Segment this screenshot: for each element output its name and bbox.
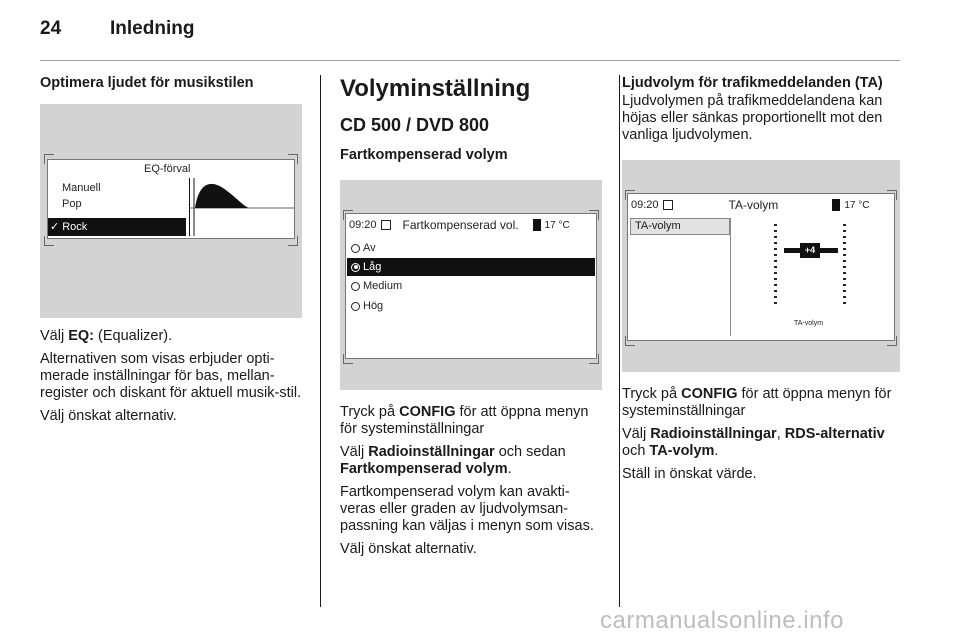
option-label: Medium xyxy=(363,280,403,292)
section-title: Inledning xyxy=(110,18,195,39)
text: för att öppna menyn för systeminställningar xyxy=(622,386,892,419)
column-divider xyxy=(320,75,321,607)
eq-screen xyxy=(47,159,295,239)
radio-selected-icon xyxy=(351,263,360,272)
menu-speed-volume: Fartkompenserad volym xyxy=(340,461,508,477)
eq-preset-list xyxy=(48,180,186,236)
text: Välj xyxy=(340,444,369,460)
temperature: 17 °C xyxy=(544,219,570,231)
menu-ta-volume: TA-volym xyxy=(649,443,715,459)
speed-volume-screen-title: Fartkompenserad vol. xyxy=(402,218,519,232)
radio-icon xyxy=(351,282,360,291)
speed-volume-description: Fartkompenserad volym kan avakti-veras eller graden av ljudvolymsan-passning kan väljas i menyn som visas. xyxy=(340,484,594,534)
option-medium[interactable] xyxy=(347,276,595,296)
eq-preset-label: Manuell xyxy=(62,182,101,194)
eq-preset-manuell[interactable] xyxy=(48,180,186,196)
ta-intro: Ljudvolymen på trafikmeddelandena kan höjas eller sänkas proportionellt mot den vanliga ljudvolymen. xyxy=(622,93,883,143)
eq-curve-graphic xyxy=(189,178,295,236)
speed-volume-heading: Fartkompenserad volym xyxy=(340,147,508,163)
eq-description: Alternativen som visas erbjuder opti-merade inställningar för bas, mellan-register och diskant för aktuell musik-stil. xyxy=(40,351,302,401)
ta-step-2 xyxy=(622,426,902,460)
ta-side-panel-border xyxy=(730,218,731,336)
option-hog[interactable] xyxy=(347,296,595,316)
status-bar xyxy=(346,214,596,236)
volume-title: Volyminställning xyxy=(340,75,531,102)
text: , xyxy=(776,426,785,442)
text: Välj xyxy=(622,426,651,442)
option-lag[interactable] xyxy=(347,258,595,276)
option-label: Av xyxy=(363,242,376,254)
back-icon[interactable] xyxy=(381,220,391,230)
thermometer-icon xyxy=(533,219,541,231)
ta-volume-screen xyxy=(627,193,895,341)
eq-heading: Optimera ljudet för musikstilen xyxy=(40,75,254,91)
radio-icon xyxy=(351,302,360,311)
eq-preset-label: Rock xyxy=(62,221,88,233)
ta-volume-screen-title: TA-volym xyxy=(728,198,779,212)
back-icon[interactable] xyxy=(663,200,673,210)
status-bar xyxy=(628,194,894,216)
eq-preset-rock[interactable] xyxy=(48,218,186,236)
text: Tryck på xyxy=(340,404,400,420)
speed-volume-step-3: Välj önskat alternativ. xyxy=(340,541,477,557)
ta-heading: Ljudvolym för trafikmeddelanden (TA) xyxy=(622,75,883,91)
column-eq xyxy=(40,75,302,425)
thermometer-icon xyxy=(832,199,840,211)
config-key: CONFIG xyxy=(399,404,456,420)
speed-volume-figure xyxy=(340,180,602,390)
eq-preset-pop[interactable] xyxy=(48,196,186,212)
ta-slider-label: TA-volym xyxy=(794,320,824,327)
text: Välj xyxy=(40,328,69,344)
text: Tryck på xyxy=(622,386,682,402)
check-icon: ✓ xyxy=(50,221,60,233)
eq-key: EQ: xyxy=(68,328,94,344)
menu-rds-options: RDS-alternativ xyxy=(784,426,885,442)
speed-volume-screen xyxy=(345,213,597,359)
temperature: 17 °C xyxy=(844,199,870,211)
ta-step-3: Ställ in önskat värde. xyxy=(622,466,757,482)
speed-volume-step-1 xyxy=(340,404,602,438)
text: för att öppna menyn för systeminställningar xyxy=(340,404,589,437)
text: . xyxy=(714,443,719,459)
column-ta xyxy=(622,75,902,483)
option-av[interactable] xyxy=(347,238,595,258)
page-header xyxy=(40,18,194,48)
header-rule xyxy=(40,60,900,61)
ta-volume-figure xyxy=(622,160,900,372)
ta-side-tab[interactable]: TA-volym xyxy=(630,218,730,235)
radio-icon xyxy=(351,244,360,253)
option-label: Hög xyxy=(363,300,384,312)
clock: 09:20 xyxy=(349,219,377,231)
option-label: Låg xyxy=(363,261,382,273)
eq-preset-label: Pop xyxy=(62,198,82,210)
text: och sedan xyxy=(494,444,566,460)
ta-volume-slider[interactable] xyxy=(768,222,852,312)
eq-step-1 xyxy=(40,328,302,345)
eq-step-2: Välj önskat alternativ. xyxy=(40,408,177,424)
eq-figure xyxy=(40,104,302,318)
menu-radio-settings: Radioinställningar xyxy=(650,426,777,442)
config-key: CONFIG xyxy=(681,386,738,402)
clock: 09:20 xyxy=(631,199,659,211)
menu-radio-settings: Radioinställningar xyxy=(368,444,495,460)
column-divider xyxy=(619,75,620,607)
text: och xyxy=(622,443,650,459)
model-subtitle: CD 500 / DVD 800 xyxy=(340,115,490,135)
eq-screen-title: EQ-förval xyxy=(144,163,191,175)
text: (Equalizer). xyxy=(94,328,173,344)
ta-step-1 xyxy=(622,386,902,420)
page-number: 24 xyxy=(40,18,62,39)
ta-slider-value: +4 xyxy=(800,243,820,258)
column-volume xyxy=(340,75,602,558)
text: . xyxy=(507,461,512,477)
eq-curve xyxy=(189,178,295,236)
speed-volume-step-2 xyxy=(340,444,602,478)
watermark: carmanualsonline.info xyxy=(600,607,844,634)
ta-slider-scale xyxy=(768,222,852,312)
speed-volume-options xyxy=(347,238,595,316)
